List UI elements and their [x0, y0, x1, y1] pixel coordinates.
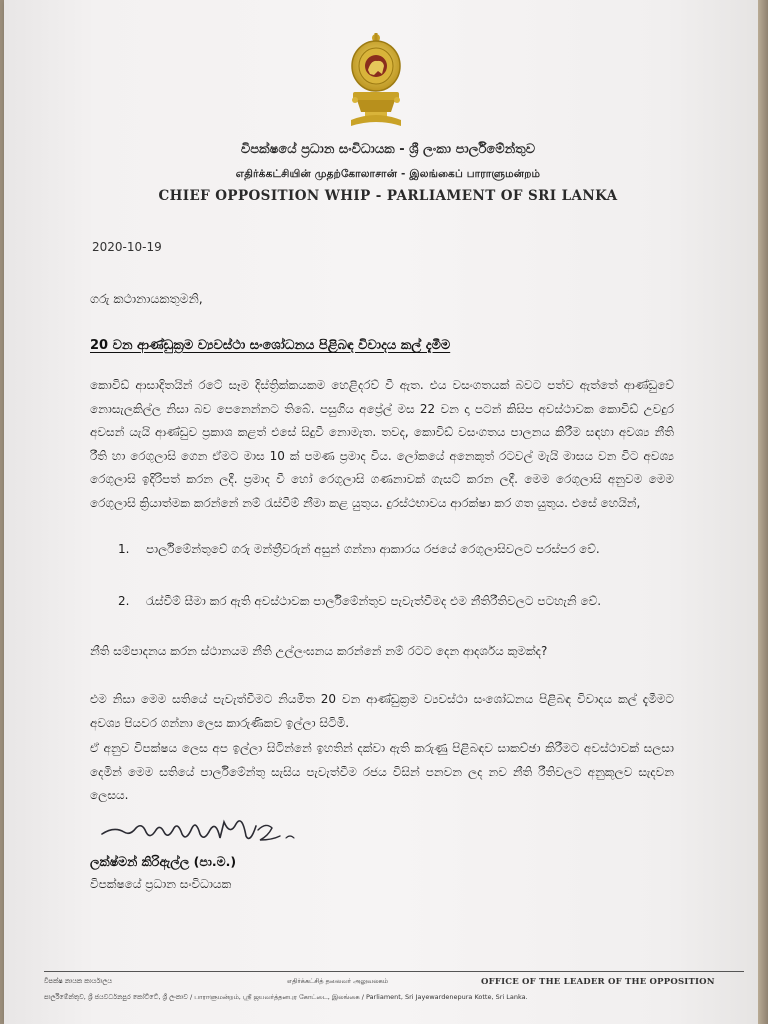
footer-office-sinhala: විපක්ෂ නායක කාර්යාලය [44, 977, 113, 985]
body-paragraph-3: එම නිසා මෙම සතියේ පැවැත්වීමට නියමිත 20 වන ආණ්ඩුක්‍රම ව්‍යවස්ථා සංශෝධනය පිළිබඳ විවාදය කල් දැමීමට අවශ්‍ය පියවර ගන්නා ලෙස කාරුණිකව ඉල්ලා සිටිමි. [90, 692, 674, 730]
letter-date: 2020-10-19 [92, 240, 162, 254]
body-paragraph-4: ඒ අනුව විපක්ෂය ලෙස අප ඉල්ලා සිටින්නේ ඉහතින් දක්වා ඇති කරුණු පිළිබඳව සාකච්ඡා කිරීමට අවස්ථාවක් සලසා දෙමින් මෙම සතියේ පාර්ලිමේන්තු සැසිය පැවැත්වීම රජය විසින් පනවන ලද නව නීති රීතිවලට අනුකූලව සැදවන ලෙසය. [90, 741, 674, 802]
list-item-text: පාර්ලිමේන්තුවේ ගරු මන්ත්‍රීවරුන් අසුන් ගන්නා ආකාරය රජයේ රෙගුලාසිවලට පරස්පර වේ. [146, 542, 600, 556]
signer-title: විපක්ෂයේ ප්‍රධාන සංවිධායක [90, 877, 232, 891]
list-item-2 [118, 590, 674, 614]
letterhead-tamil-title: எதிர்க்கட்சியின் முதற்கோலாசான் - இலங்கைப் பாராளுமன்றம் [235, 168, 541, 180]
footer-address: පාර්ලිමේන්තුව, ශ්‍රී ජයවර්ධනපුර කෝට්ටේ, ශ්‍රී ලංකාව / பாராளுமன்றம், ஸ்ரீ ஜயவர்த்தனபுர கோட்டை, இலங்கை / Parliament, Sri Jayewardenepura Kotte, Sri Lanka. [44, 993, 528, 1001]
list-item-text: රැස්වීම් සීමා කර ඇති අවස්ථාවක පාර්ලිමේන්තුව පැවැත්වීමද එම නීතිරීතිවලට පටහැනි වේ. [146, 594, 602, 608]
letterhead-english-title: CHIEF OPPOSITION WHIP - PARLIAMENT OF SRI LANKA [158, 188, 618, 204]
footer-office-tamil: எதிர்க்கட்சித் தலைவர் அலுவலகம் [287, 977, 389, 985]
letterhead-sinhala-title: විපක්ෂයේ ප්‍රධාන සංවිධායක - ශ්‍රී ලංකා පාර්ලිමේන්තුව [240, 142, 536, 157]
body-paragraph-2: නීති සම්පාදනය කරන ස්ථානයම නීති උල්ලංඝනය කරන්නේ නම් රටට දෙන ආදර්ශය කුමක්ද? [90, 644, 548, 658]
footer-office-english: OFFICE OF THE LEADER OF THE OPPOSITION [481, 977, 715, 987]
footer-divider [44, 971, 744, 972]
signer-name: ලක්ෂ්මන් කිරිඇල්ල (පා.ම.) [90, 854, 237, 869]
coat-of-arms-icon [347, 30, 405, 130]
letter-sheet [4, 0, 758, 1024]
subject-line: 20 වන ආණ්ඩුක්‍රම ව්‍යවස්ථා සංශෝධනය පිළිබඳ විවාදය කල් දැමීම [90, 338, 451, 353]
table-surface-edge [758, 0, 768, 1024]
list-item-1 [118, 538, 674, 562]
salutation: ගරු කථානායකතුමනි, [90, 291, 203, 306]
list-number: 2. [118, 594, 130, 608]
list-number: 1. [118, 542, 130, 556]
body-paragraph-1: කොවිඩ් ආසාදිතයින් රටේ සෑම දිස්ත්‍රික්කයකම හෙළිදරව් වී ඇත. එය වසංගතයක් බවට පත්ව ඇත්තේ ආණ්ඩුවේ නොසැලකිල්ල නිසා බව පෙනෙන්නට තිබේ. පසුගිය අප්‍රේල් මස 22 වන දා පටන් කිසිප අවස්ථාවක කොවිඩ් උවදුර අවසන් යැයි ආණ්ඩුව ප්‍රකාශ කළත් එසේ සිදුවී නොමැත. තවද, කොවිඩ් වසංගතය පාලනය කිරීම සඳහා අවශ්‍ය නීති රීති හා රෙගුලාසි ගෙන ඒමට මාස 10 ක් පමණ ප්‍රමාද විය. ලෝකයේ අනෙකුත් රටවල් මැයි මාසය වන විට අවශ්‍ය රෙගුලාසි ඉදිරිපත් කරන ලදී. ප්‍රමාද වී හෝ රෙගුලාසි ගණනාවක් ගැසට් කරන ලදී. මෙම රෙගුලාසි අනුවම මෙම රෙගුලාසි ක්‍රියාත්මක කරන්නේ නම් රැස්වීම් නීමා කළ යුතුය. දුරස්ථභාවය ආරක්ෂා කර ගත යුතුය. එසේ හෙයින්, [90, 378, 674, 510]
